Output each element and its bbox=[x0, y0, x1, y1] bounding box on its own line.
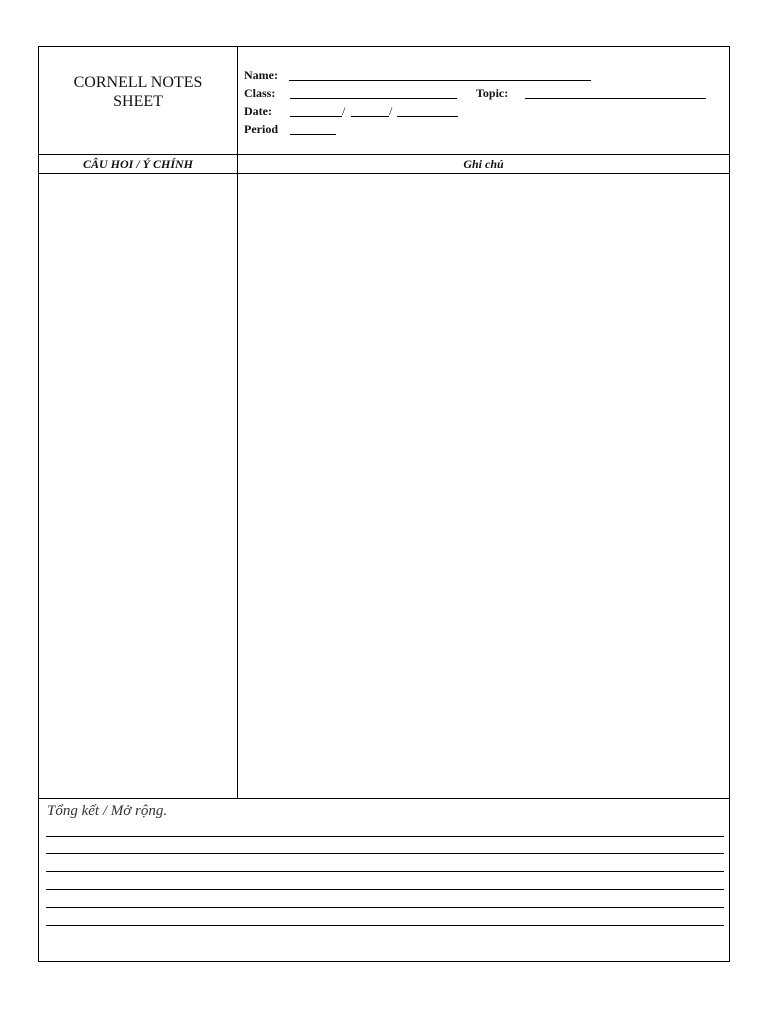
summary-line[interactable] bbox=[46, 907, 724, 908]
summary-line[interactable] bbox=[46, 925, 724, 926]
period-label: Period bbox=[244, 122, 278, 136]
date-separator-1: / bbox=[342, 104, 346, 118]
date-day-field[interactable] bbox=[351, 116, 389, 117]
summary-line[interactable] bbox=[46, 836, 724, 837]
class-field[interactable] bbox=[290, 98, 457, 99]
notes-column-heading: Ghi chú bbox=[463, 157, 504, 171]
sheet-title-line-2: SHEET bbox=[113, 93, 163, 110]
period-field[interactable] bbox=[290, 134, 336, 135]
class-label: Class: bbox=[244, 86, 276, 100]
summary-label: Tổng kết / Mở rộng. bbox=[47, 803, 168, 819]
header-bottom-rule bbox=[39, 154, 729, 155]
summary-line[interactable] bbox=[46, 871, 724, 872]
date-label: Date: bbox=[244, 104, 272, 118]
date-month-field[interactable] bbox=[290, 116, 342, 117]
summary-top-rule bbox=[39, 798, 729, 799]
cues-area[interactable] bbox=[39, 174, 237, 798]
topic-field[interactable] bbox=[525, 98, 706, 99]
date-separator-2: / bbox=[389, 104, 393, 118]
date-year-field[interactable] bbox=[397, 116, 458, 117]
sheet-title bbox=[39, 73, 237, 111]
notes-area[interactable] bbox=[238, 174, 729, 798]
topic-label: Topic: bbox=[476, 86, 509, 100]
summary-line[interactable] bbox=[46, 889, 724, 890]
sheet-title-line-1: CORNELL NOTES bbox=[73, 74, 203, 91]
summary-line[interactable] bbox=[46, 853, 724, 854]
name-field[interactable] bbox=[289, 80, 591, 81]
name-label: Name: bbox=[244, 68, 278, 82]
cues-column-heading: CÂU HOI / Ý CHÍNH bbox=[82, 157, 193, 171]
cornell-notes-sheet bbox=[38, 46, 730, 962]
